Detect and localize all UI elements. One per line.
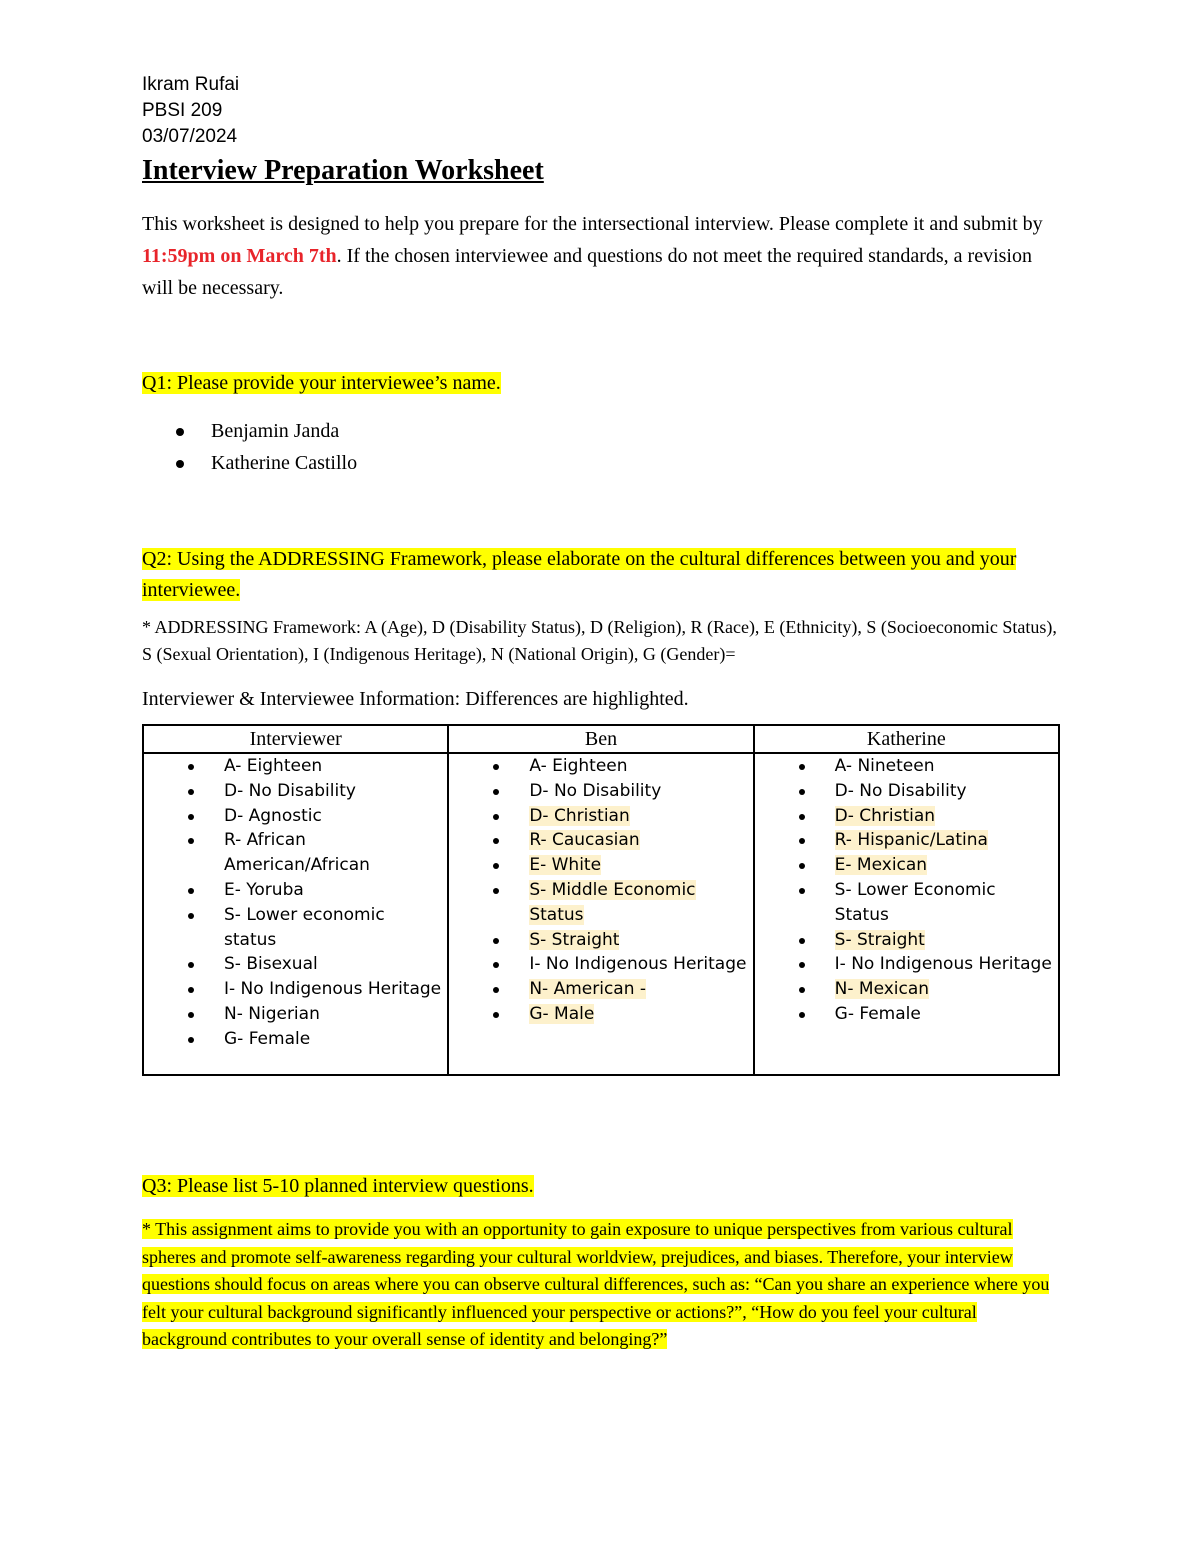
list-item	[144, 952, 447, 977]
attribute-text: D- Agnostic	[224, 805, 322, 826]
intro-paragraph	[142, 208, 1060, 304]
attribute-text: N- Nigerian	[224, 1003, 320, 1024]
attribute-text: I- No Indigenous Heritage	[834, 954, 1052, 975]
attribute-text: A- Nineteen	[834, 756, 935, 776]
attribute-text: D- Christian	[834, 805, 936, 826]
list-item	[144, 779, 447, 804]
question-2-text: Q2: Using the ADDRESSING Framework, please elaborate on the cultural differences between you and your interviewee.	[142, 548, 1017, 601]
attribute-text: S- Lower Economic Status	[834, 879, 996, 925]
katherine-cell	[754, 753, 1059, 1075]
list-item	[144, 1027, 447, 1052]
attribute-text: D- No Disability	[834, 780, 967, 801]
list-item	[449, 804, 752, 829]
list-item	[755, 779, 1058, 804]
attribute-text: N- Mexican	[834, 979, 930, 1000]
intro-text-after: . If the chosen interviewee and questions do not meet the required standards, a revision will be necessary.	[142, 245, 1032, 299]
list-item	[449, 754, 752, 779]
attribute-text: E- Mexican	[834, 855, 928, 876]
attribute-text: G- Female	[834, 1003, 921, 1024]
interviewer-attributes	[144, 754, 447, 1052]
attribute-text: I- No Indigenous Heritage	[224, 979, 442, 1000]
list-item: Benjamin Janda	[142, 415, 1060, 447]
assignment-aim-text: * This assignment aims to provide you with an opportunity to gain exposure to unique perspectives from various cultural spheres and promote self-awareness regarding your cultural worldview, prejudices, and biases. Therefore, your interview questions should focus on areas where you can observe cultural differences, such as: “Can you share an experience where you felt your cultural background significantly influenced your perspective or actions?”, “How do you feel your cultural background contributes to your overall sense of identity and belonging?”	[142, 1219, 1050, 1349]
attribute-text: E- Yoruba	[224, 879, 304, 900]
list-item	[144, 878, 447, 903]
question-3-text: Q3: Please list 5-10 planned interview questions.	[142, 1175, 534, 1197]
attribute-text: G- Female	[224, 1028, 311, 1049]
document-page	[142, 72, 1060, 1354]
intro-text-before: This worksheet is designed to help you prepare for the intersectional interview. Please complete it and submit by	[142, 213, 1043, 235]
list-item	[144, 804, 447, 829]
comparison-table	[142, 724, 1060, 1076]
header-ben: Ben	[448, 725, 753, 753]
list-item	[755, 952, 1058, 977]
assignment-aim	[142, 1216, 1060, 1354]
list-item	[144, 903, 447, 953]
attribute-text: A- Eighteen	[529, 756, 628, 776]
question-1-text: Q1: Please provide your interviewee’s name.	[142, 372, 501, 394]
list-item	[755, 754, 1058, 779]
table-row	[143, 753, 1059, 1075]
list-item	[755, 1002, 1058, 1027]
list-item: Katherine Castillo	[142, 447, 1060, 479]
question-3	[142, 1171, 1060, 1202]
deadline-text: 11:59pm on March 7th	[142, 245, 337, 267]
attribute-text: E- White	[529, 855, 602, 876]
list-item	[449, 928, 752, 953]
attribute-text: S- Middle Economic Status	[529, 879, 696, 925]
list-item	[755, 977, 1058, 1002]
attribute-text: I- No Indigenous Heritage	[529, 954, 747, 975]
course-code: PBSI 209	[142, 100, 223, 121]
attribute-text: R- Hispanic/Latina	[834, 830, 988, 851]
header-interviewer: Interviewer	[143, 725, 448, 753]
attribute-text: R- Caucasian	[529, 830, 640, 851]
attribute-text: D- No Disability	[529, 780, 662, 801]
list-item	[144, 828, 447, 878]
header-katherine: Katherine	[754, 725, 1059, 753]
list-item	[449, 977, 752, 1002]
attribute-text: S- Straight	[529, 929, 620, 950]
list-item	[755, 828, 1058, 853]
list-item	[449, 828, 752, 853]
attribute-text: A- Eighteen	[224, 756, 323, 776]
list-item	[755, 804, 1058, 829]
list-item	[755, 853, 1058, 878]
attribute-text: D- Christian	[529, 805, 630, 826]
table-header-row	[143, 725, 1059, 753]
document-title: Interview Preparation Worksheet	[142, 155, 544, 186]
attribute-text: N- American -	[529, 979, 647, 1000]
list-item	[144, 977, 447, 1002]
list-item	[755, 928, 1058, 953]
list-item	[449, 853, 752, 878]
interviewee-names-list	[142, 415, 1060, 479]
list-item	[144, 754, 447, 779]
interviewer-cell	[143, 753, 448, 1075]
attribute-text: S- Lower economic status	[224, 904, 385, 950]
ben-cell	[448, 753, 753, 1075]
question-1	[142, 368, 1060, 399]
info-line: Interviewer & Interviewee Information: Differences are highlighted.	[142, 688, 689, 710]
question-2	[142, 544, 1060, 606]
document-date: 03/07/2024	[142, 126, 238, 147]
attribute-text: R- African American/African	[224, 830, 370, 876]
list-item	[449, 1002, 752, 1027]
list-item	[144, 1002, 447, 1027]
author-name: Ikram Rufai	[142, 74, 240, 95]
list-item	[449, 878, 752, 928]
attribute-text: S- Bisexual	[224, 954, 318, 975]
list-item	[449, 779, 752, 804]
framework-note: * ADDRESSING Framework: A (Age), D (Disability Status), D (Religion), R (Race), E (Ethnicity), S (Socioeconomic Status), S (Sexual Orientation), I (Indigenous Heritage), N (National Origin), G (Gender)=	[142, 617, 1057, 664]
attribute-text: D- No Disability	[224, 780, 356, 801]
ben-attributes	[449, 754, 752, 1027]
list-item	[449, 952, 752, 977]
attribute-text: S- Straight	[834, 929, 925, 950]
list-item	[755, 878, 1058, 928]
attribute-text: G- Male	[529, 1003, 595, 1024]
katherine-attributes	[755, 754, 1058, 1027]
